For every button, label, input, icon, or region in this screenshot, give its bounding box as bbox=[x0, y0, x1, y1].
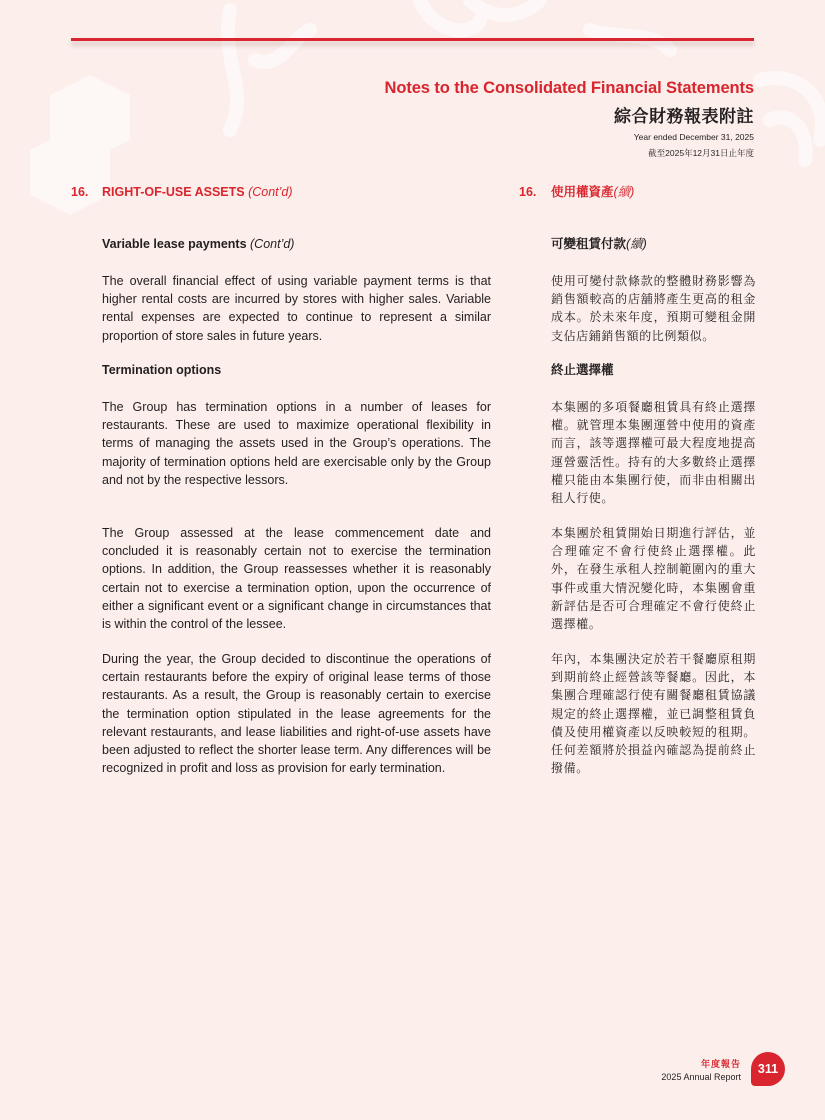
paragraph-termination-3-en: During the year, the Group decided to discontinue the operations of certain restaurants before the expiry of original lease terms of those restaurants. As a result, the Group is reasonably certain to exercise the termination option stipulated in the lease agreements for the relevant restaurants, and lease liabilities and right-of-use assets have been adjusted to reflect the shorter lease term. Any differences will be recognized in profit and loss as provision for early termination. bbox=[102, 652, 491, 776]
english-column bbox=[71, 184, 491, 776]
header-year-en: Year ended December 31, 2025 bbox=[633, 132, 754, 142]
section-title-text-zh: 使用權資產 bbox=[551, 185, 614, 199]
section-cont-en: (Cont’d) bbox=[248, 185, 293, 199]
page-number-badge: 311 bbox=[751, 1052, 785, 1086]
paragraph-termination-3-zh: 年內，本集團決定於若干餐廳原租期到期前終止經營該等餐廳。因此，本集團合理確認行使有關餐廳租賃協議規定的終止選擇權，並已調整租賃負債及使用權資產以反映較短的租期。任何差額將於損益內確認為提前終止撥備。 bbox=[551, 652, 756, 776]
chinese-column bbox=[519, 184, 756, 776]
section-title-zh bbox=[519, 184, 756, 200]
subheading-variable-lease-en bbox=[102, 235, 491, 253]
subheading-text: 可變租賃付款 bbox=[551, 237, 627, 251]
header-year-zh: 截至2025年12月31日止年度 bbox=[648, 148, 754, 158]
paragraph-termination-1-zh: 本集團的多項餐廳租賃具有終止選擇權。就管理本集團運營中使用的資產而言，該等選擇權可最大程度地提高運營靈活性。持有的大多數終止選擇權只能由本集團行使，而非由相關出租人行使。 bbox=[551, 400, 756, 506]
subheading-termination-zh: 終止選擇權 bbox=[551, 363, 614, 377]
subheading-cont: (Cont’d) bbox=[250, 237, 295, 251]
section-number-en: 16. bbox=[71, 185, 89, 199]
page-footer bbox=[661, 1052, 785, 1086]
section-title-text-en: RIGHT-OF-USE ASSETS bbox=[102, 185, 245, 199]
subheading-cont: (續) bbox=[626, 237, 647, 251]
page-header bbox=[385, 79, 754, 159]
footer-report-zh: 年度報告 bbox=[700, 1058, 741, 1069]
subheading-text: Variable lease payments bbox=[102, 237, 247, 251]
paragraph-termination-1-en: The Group has termination options in a number of leases for restaurants. These are used to maximize operational flexibility in terms of managing the assets used in the Group’s operations. The majority of termination options held are exercisable only by the Group and not by the respective lessors. bbox=[102, 400, 491, 487]
header-title-zh: 綜合財務報表附註 bbox=[614, 107, 754, 126]
top-red-rule bbox=[71, 38, 754, 41]
subheading-variable-lease-zh bbox=[551, 235, 756, 253]
paragraph-termination-2-en: The Group assessed at the lease commencement date and concluded it is reasonably certain not to exercise the termination options. In addition, the Group reassesses whether it is reasonably certain not to exercise a termination option, upon the occurrence of either a significant event or a significant change in circumstances that is within the control of the lessee. bbox=[102, 526, 491, 632]
paragraph-termination-2-zh: 本集團於租賃開始日期進行評估，並合理確定不會行使終止選擇權。此外，在發生承租人控制範圍內的重大事件或重大情況變化時，本集團會重新評估是否可合理確定不會行使終止選擇權。 bbox=[551, 526, 756, 632]
paragraph-variable-lease-en: The overall financial effect of using variable payment terms is that higher rental costs are incurred by stores with higher sales. Variable rental expenses are expected to continue to represent a similar proportion of store sales in future years. bbox=[102, 274, 491, 343]
section-number-zh: 16. bbox=[519, 185, 537, 199]
paragraph-variable-lease-zh: 使用可變付款條款的整體財務影響為銷售額較高的店舖將產生更高的租金成本。於未來年度，預期可變租金開支佔店鋪銷售額的比例類似。 bbox=[551, 274, 756, 343]
footer-report-en: 2025 Annual Report bbox=[661, 1071, 741, 1082]
header-title-en: Notes to the Consolidated Financial Statements bbox=[384, 79, 754, 97]
section-cont-zh: (續) bbox=[613, 185, 635, 199]
section-title-en bbox=[71, 184, 491, 200]
subheading-termination-en: Termination options bbox=[102, 363, 222, 377]
